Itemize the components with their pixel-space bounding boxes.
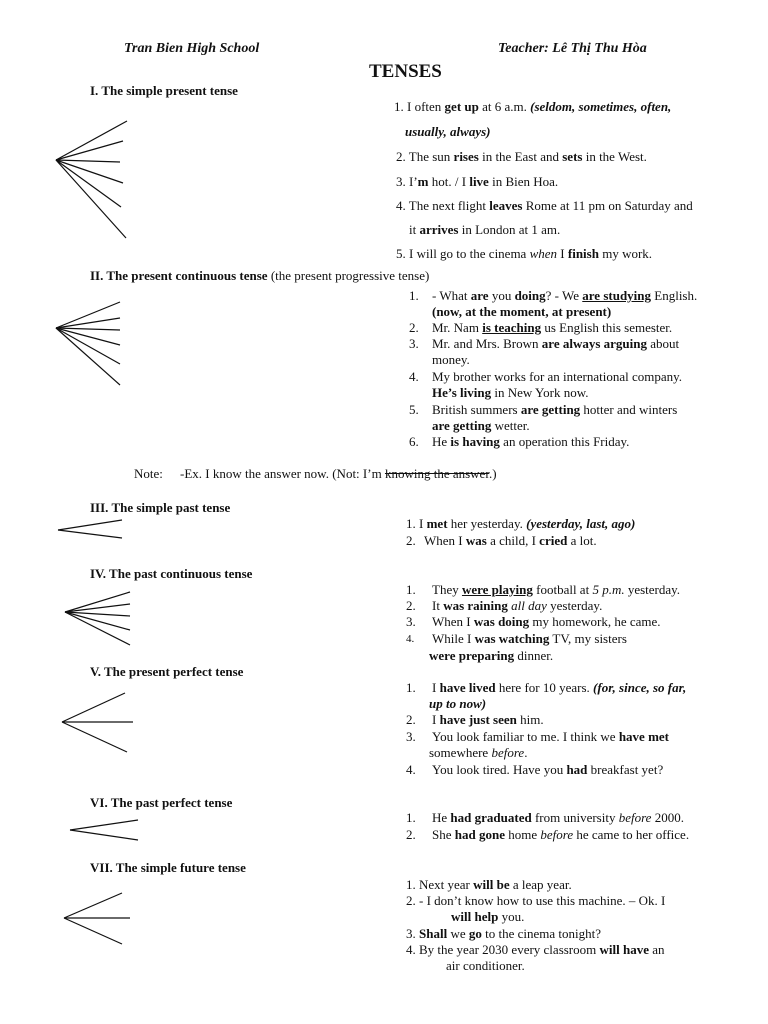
list-item: You look familiar to me. I think we have met	[432, 729, 669, 744]
list-item-number: 2.	[406, 712, 416, 727]
list-item: He had graduated from university before 2000.	[432, 810, 684, 825]
timeline-diagram-present-continuous	[56, 302, 120, 385]
section-heading-simple-future: VII. The simple future tense	[90, 860, 246, 875]
list-item: 3. Shall we go to the cinema tonight?	[406, 926, 601, 941]
list-item: My brother works for an international company.	[432, 369, 683, 384]
list-item-number: 3.	[406, 729, 416, 744]
list-item: British summers are getting hotter and winters	[432, 402, 678, 417]
timeline-diagram-present-perfect	[62, 693, 133, 752]
list-item: somewhere before.	[429, 745, 528, 760]
section-heading-simple-past: III. The simple past tense	[90, 500, 231, 515]
teacher-name: Teacher: Lê Thị Thu Hòa	[498, 41, 647, 56]
list-item: 1. I met her yesterday. (yesterday, last, ago)	[406, 516, 636, 531]
list-item: While I was watching TV, my sisters	[432, 631, 627, 646]
section-heading-simple-present: I. The simple present tense	[90, 83, 238, 98]
list-item: I have lived here for 10 years. (for, since, so far,	[432, 680, 687, 695]
timeline-diagram-simple-present	[56, 121, 127, 238]
list-item: 1. I often get up at 6 a.m. (seldom, sometimes, often,	[394, 99, 672, 114]
list-item: money.	[432, 352, 470, 367]
list-item-number: 2.	[409, 320, 419, 335]
list-item: 2. - I don’t know how to use this machine. – Ok. I	[406, 893, 666, 908]
note-label: Note:	[134, 466, 163, 481]
list-item: When I was doing my homework, he came.	[432, 614, 661, 629]
list-item: 4. By the year 2030 every classroom will have an	[406, 942, 665, 957]
note-text: -Ex. I know the answer now. (Not: I’m knowing the answer.)	[180, 466, 497, 481]
list-item: When I was a child, I cried a lot.	[424, 533, 597, 548]
list-item-number: 3.	[409, 336, 419, 351]
list-item: Mr. and Mrs. Brown are always arguing about	[432, 336, 680, 351]
list-item: He’s living in New York now.	[432, 385, 589, 400]
list-item-number: 1.	[406, 680, 416, 695]
list-item: 2. The sun rises in the East and sets in the West.	[396, 149, 647, 164]
section-heading-present-perfect: V. The present perfect tense	[90, 664, 244, 679]
list-item: (now, at the moment, at present)	[432, 304, 612, 319]
list-item: will help you.	[451, 909, 525, 924]
list-item: up to now)	[429, 696, 487, 711]
list-item: are getting wetter.	[432, 418, 530, 433]
list-item: 1. Next year will be a leap year.	[406, 877, 572, 892]
list-item-number: 2.	[406, 598, 416, 613]
list-item: They were playing football at 5 p.m. yesterday.	[432, 582, 681, 597]
list-item-number: 6.	[409, 434, 419, 449]
list-item: usually, always)	[405, 124, 491, 139]
list-item-number: 5.	[409, 402, 419, 417]
list-item-number: 2.	[406, 533, 416, 548]
section-heading-past-perfect: VI. The past perfect tense	[90, 795, 233, 810]
list-item: 4. The next flight leaves Rome at 11 pm on Saturday and	[396, 198, 693, 213]
list-item: were preparing dinner.	[429, 648, 554, 663]
list-item: 3. I’m hot. / I live in Bien Hoa.	[396, 174, 559, 189]
list-item: Mr. Nam is teaching us English this semester.	[432, 320, 673, 335]
timeline-diagram-simple-past	[58, 520, 122, 538]
page-title: TENSES	[369, 61, 442, 82]
list-item-number: 4.	[409, 369, 419, 384]
list-item: - What are you doing? - We are studying English.	[432, 288, 698, 303]
list-item: He is having an operation this Friday.	[432, 434, 630, 449]
timeline-diagram-past-perfect	[70, 820, 138, 840]
section-heading-present-continuous: II. The present continuous tense (the present progressive tense)	[90, 268, 430, 283]
list-item: it arrives in London at 1 am.	[409, 222, 561, 237]
list-item-number: 1.	[406, 810, 416, 825]
list-item-number: 4.	[406, 633, 415, 645]
list-item: It was raining all day yesterday.	[432, 598, 603, 613]
list-item: You look tired. Have you had breakfast yet?	[432, 762, 664, 777]
timeline-diagram-simple-future	[64, 893, 130, 944]
list-item-number: 2.	[406, 827, 416, 842]
list-item: She had gone home before he came to her office.	[432, 827, 690, 842]
list-item: 5. I will go to the cinema when I finish my work.	[396, 246, 653, 261]
list-item-number: 1.	[406, 582, 416, 597]
timeline-diagram-past-continuous	[65, 592, 130, 645]
list-item-number: 1.	[409, 288, 419, 303]
list-item-number: 4.	[406, 762, 416, 777]
school-name: Tran Bien High School	[124, 41, 260, 56]
list-item-number: 3.	[406, 614, 416, 629]
list-item: I have just seen him.	[432, 712, 544, 727]
section-heading-past-continuous: IV. The past continuous tense	[90, 566, 253, 581]
list-item: air conditioner.	[446, 958, 525, 973]
